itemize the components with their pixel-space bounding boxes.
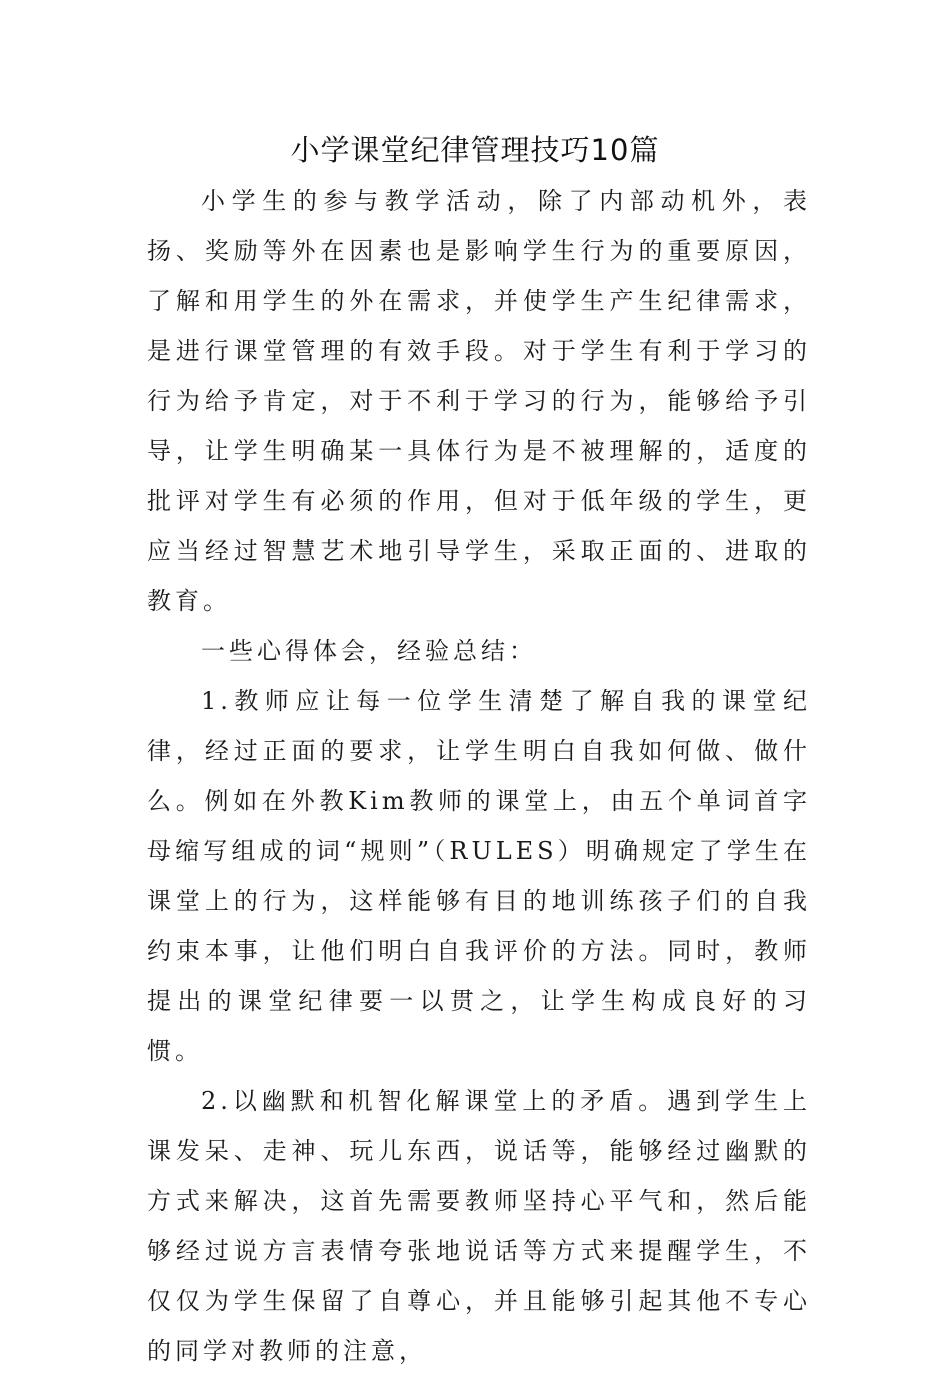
document-body	[147, 176, 811, 1376]
paragraph-summary-heading: 一些心得体会，经验总结：	[201, 637, 537, 665]
paragraph-intro: 小学生的参与教学活动，除了内部动机外，表扬、奖励等外在因素也是影响学生行为的重要原因，了解和用学生的外在需求，并使学生产生纪律需求，是进行课堂管理的有效手段。对于学生有利于学习的行为给予肯定，对于不利于学习的行为，能够给予引导，让学生明确某一具体行为是不被理解的，适度的批评对学生有必须的作用，但对于低年级的学生，更应当经过智慧艺术地引导学生，采取正面的、进取的教育。	[147, 187, 811, 615]
paragraph-point-1: 1.教师应让每一位学生清楚了解自我的课堂纪律，经过正面的要求，让学生明白自我如何做、做什么。例如在外教Kim教师的课堂上，由五个单词首字母缩写组成的词“规则”（RULES）明确规定了学生在课堂上的行为，这样能够有目的地训练孩子们的自我约束本事，让他们明白自我评价的方法。同时，教师提出的课堂纪律要一以贯之，让学生构成良好的习惯。	[147, 687, 811, 1065]
document-title: 小学课堂纪律管理技巧10篇	[290, 133, 660, 167]
paragraph-point-2: 2.以幽默和机智化解课堂上的矛盾。遇到学生上课发呆、走神、玩儿东西，说话等，能够经过幽默的方式来解决，这首先需要教师坚持心平气和，然后能够经过说方言表情夸张地说话等方式来提醒学生，不仅仅为学生保留了自尊心，并且能够引起其他不专心的同学对教师的注意，	[147, 1087, 811, 1365]
